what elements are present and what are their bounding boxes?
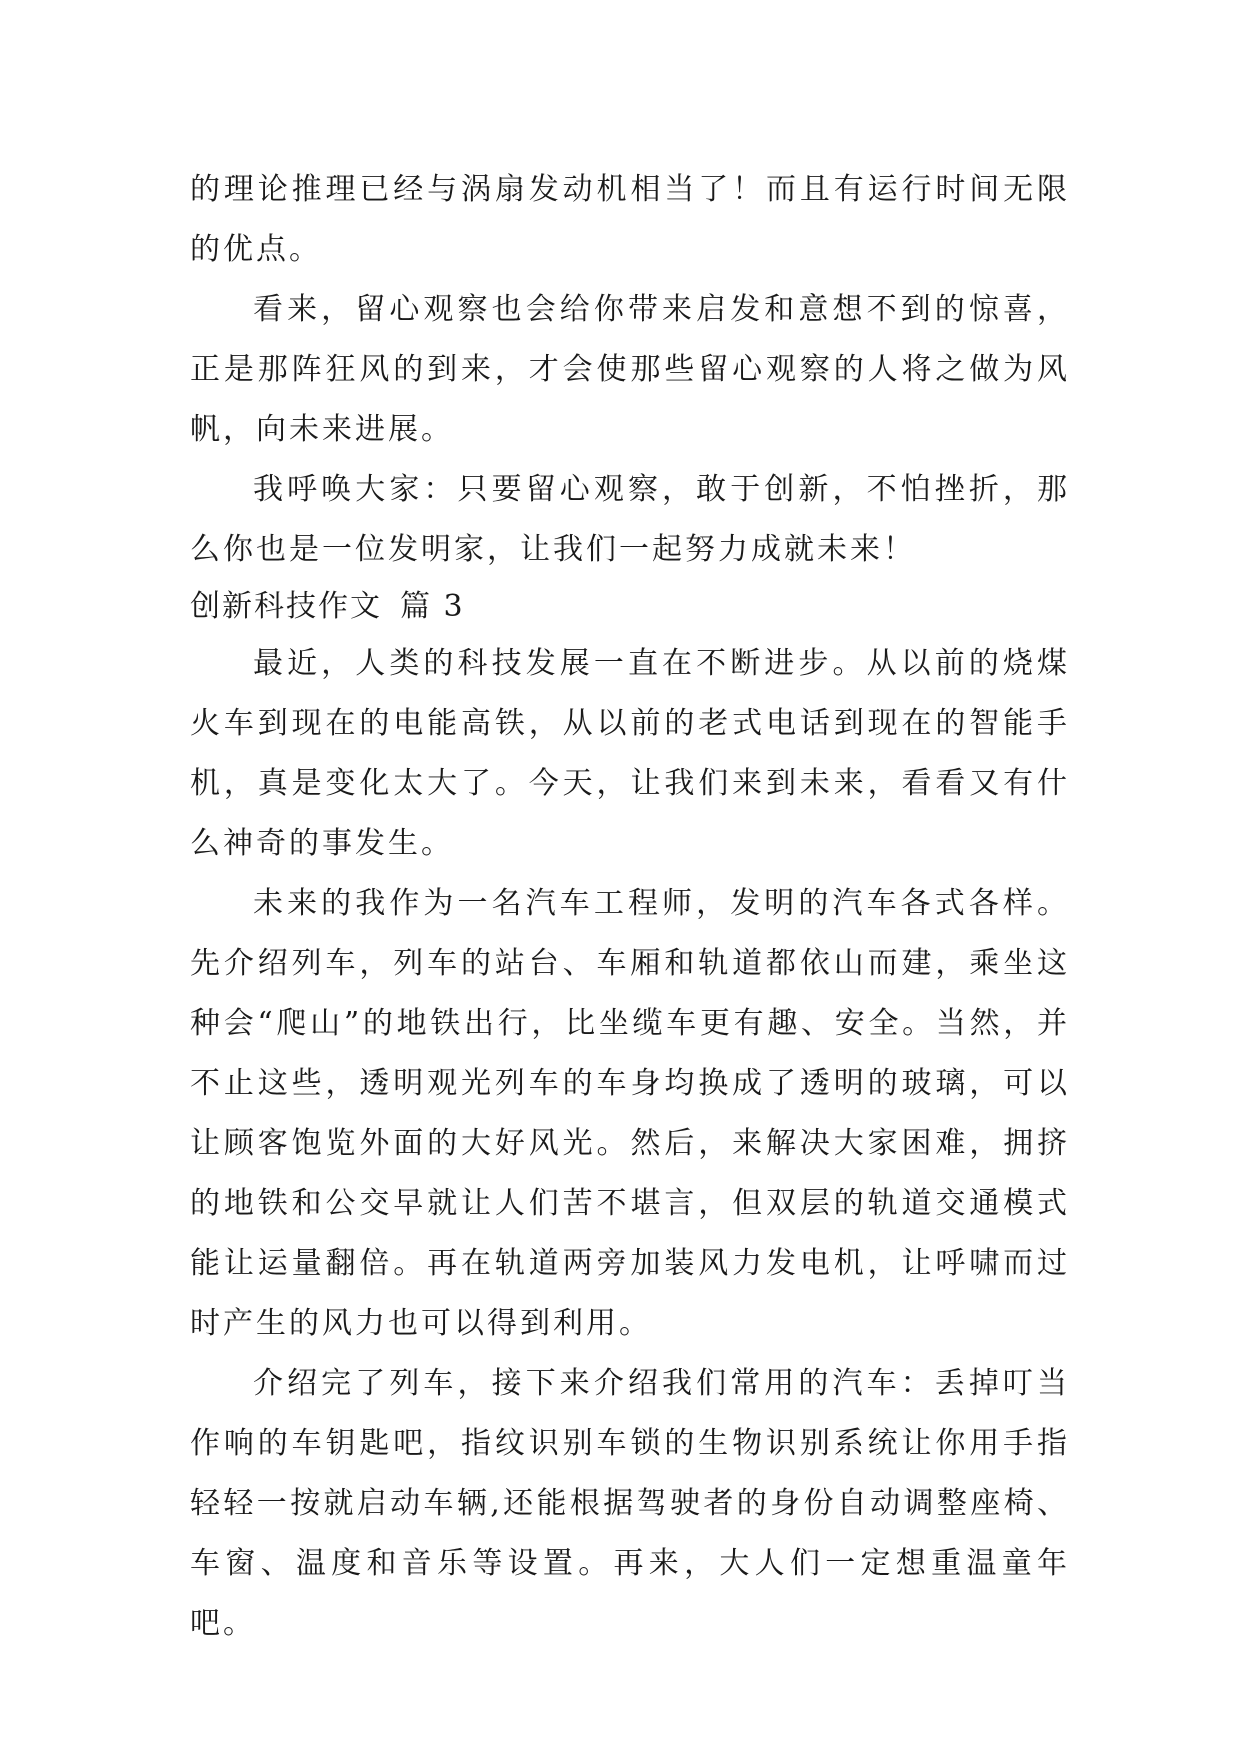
paragraph-tech-progress: 最近，人类的科技发展一直在不断进步。从以前的烧煤火车到现在的电能高铁，从以前的老式电话到现在的智能手机，真是变化太大了。今天，让我们来到未来，看看又有什么神奇的事发生。 (190, 646, 1070, 861)
paragraph-continued: 的理论推理已经与涡扇发动机相当了！而且有运行时间无限的优点。 (190, 172, 1070, 267)
document-body (190, 160, 1070, 1654)
paragraph-inspiration: 看来，留心观察也会给你带来启发和意想不到的惊喜，正是那阵狂风的到来，才会使那些留心观察的人将之做为风帆，向未来进展。 (190, 292, 1070, 447)
section-heading-number: 篇 3 (400, 589, 465, 624)
section-heading (190, 580, 1070, 634)
paragraph-cars: 介绍完了列车，接下来介绍我们常用的汽车：丢掉叮当作响的车钥匙吧，指纹识别车锁的生物识别系统让你用手指轻轻一按就启动车辆,还能根据驾驶者的身份自动调整座椅、车窗、温度和音乐等设置。再来，大人们一定想重温童年吧。 (190, 1366, 1070, 1641)
paragraph-call-to-action: 我呼唤大家：只要留心观察，敢于创新，不怕挫折，那么你也是一位发明家，让我们一起努力成就未来！ (190, 472, 1070, 567)
paragraph-trains: 未来的我作为一名汽车工程师，发明的汽车各式各样。先介绍列车，列车的站台、车厢和轨道都依山而建，乘坐这种会“爬山”的地铁出行，比坐缆车更有趣、安全。当然，并不止这些，透明观光列车的车身均换成了透明的玻璃，可以让顾客饱览外面的大好风光。然后，来解决大家困难，拥挤的地铁和公交早就让人们苦不堪言，但双层的轨道交通模式能让运量翻倍。再在轨道两旁加装风力发电机，让呼啸而过时产生的风力也可以得到利用。 (190, 886, 1070, 1341)
section-heading-title: 创新科技作文 (190, 589, 382, 624)
